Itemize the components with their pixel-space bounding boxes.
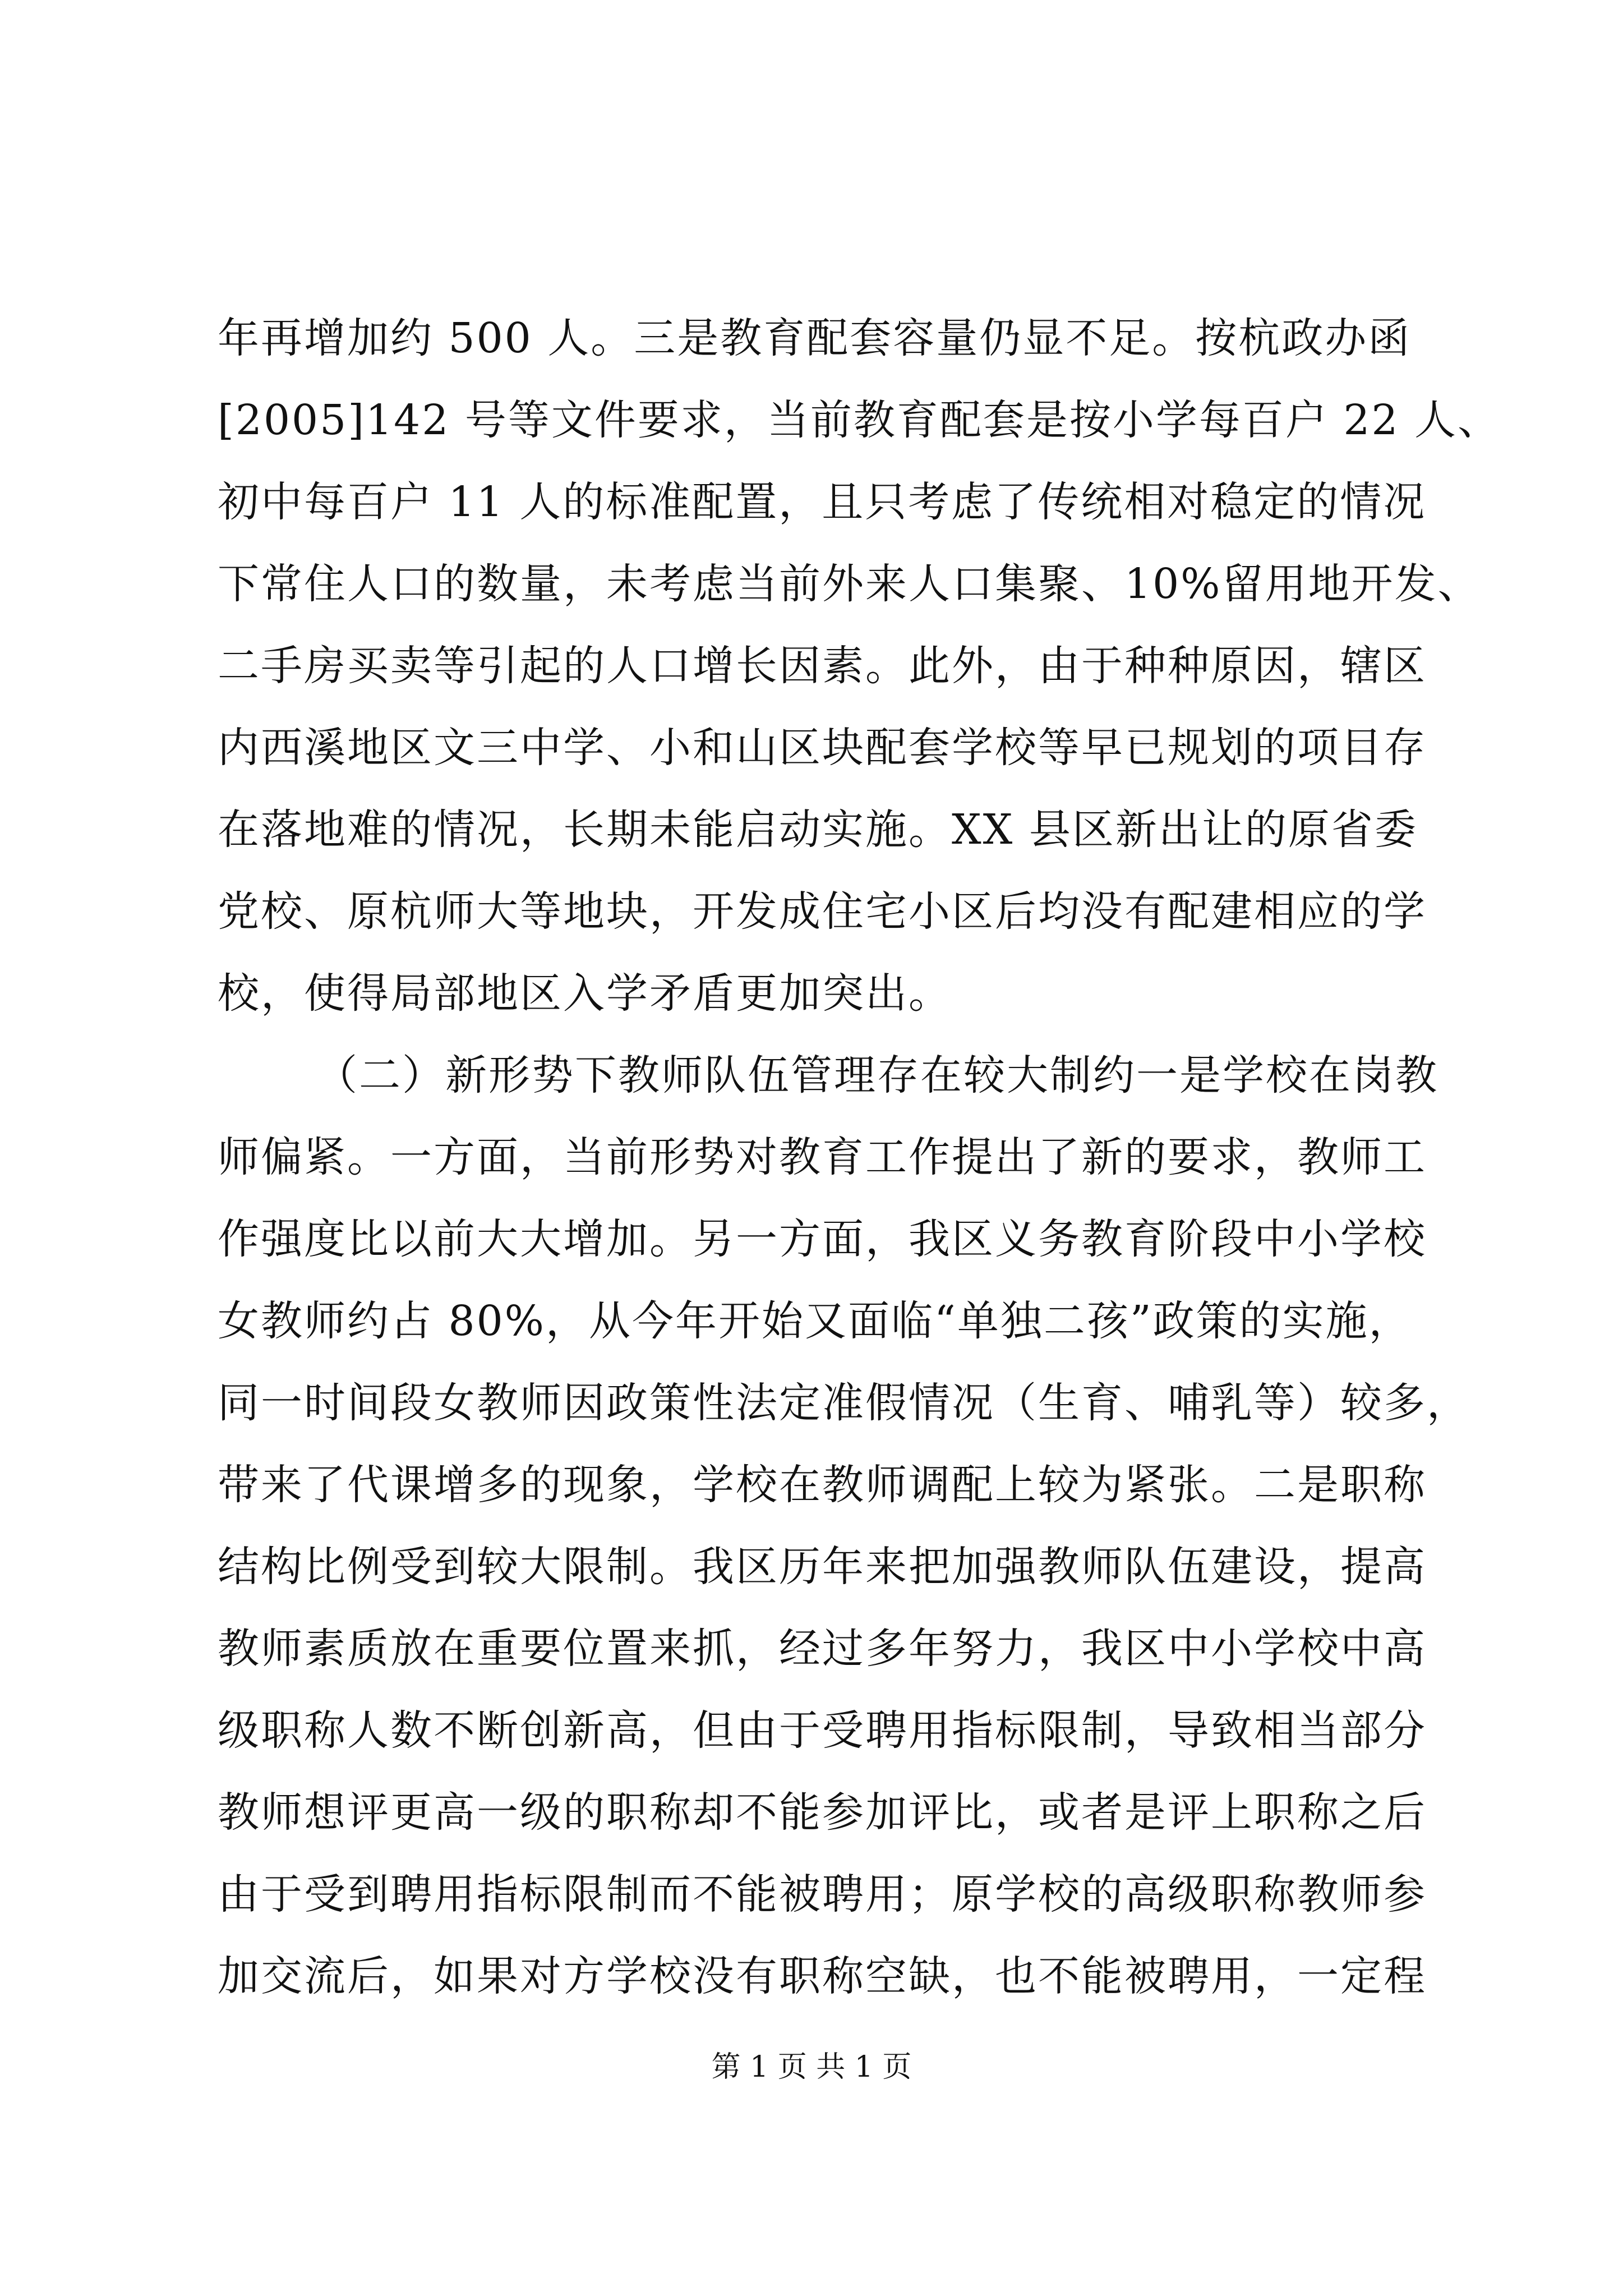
text-line: 校，使得局部地区入学矛盾更加突出。 <box>218 969 952 1018</box>
text-line: 女教师约占 80%，从今年开始又面临“单独二孩”政策的实施， <box>218 1297 1412 1345</box>
text-line: 教师想评更高一级的职称却不能参加评比，或者是评上职称之后 <box>218 1788 1427 1837</box>
text-line: 师偏紧。一方面，当前形势对教育工作提出了新的要求，教师工 <box>218 1133 1427 1181</box>
text-line: 二手房买卖等引起的人口增长因素。此外，由于种种原因，辖区 <box>218 642 1427 690</box>
text-line: 由于受到聘用指标限制而不能被聘用；原学校的高级职称教师参 <box>218 1870 1427 1918</box>
text-line: 同一时间段女教师因政策性法定准假情况（生育、哺乳等）较多， <box>218 1379 1470 1427</box>
body-text <box>218 297 1501 2017</box>
text-line: 年再增加约 500 人。三是教育配套容量仍显不足。按杭政办函 <box>218 314 1412 362</box>
text-line: 在落地难的情况，长期未能启动实施。XX 县区新出让的原省委 <box>218 806 1418 854</box>
text-line: 级职称人数不断创新高，但由于受聘用指标限制，导致相当部分 <box>218 1706 1427 1755</box>
text-line: 教师素质放在重要位置来抓，经过多年努力，我区中小学校中高 <box>218 1625 1427 1673</box>
page-number-footer: 第 1 页 共 1 页 <box>711 2050 912 2084</box>
text-line: 带来了代课增多的现象，学校在教师调配上较为紧张。二是职称 <box>218 1461 1427 1509</box>
section-heading-line: （二）新形势下教师队伍管理存在较大制约一是学校在岗教 <box>316 1051 1438 1099</box>
text-line: 作强度比以前大大增加。另一方面，我区义务教育阶段中小学校 <box>218 1215 1427 1263</box>
text-line: [2005]142 号等文件要求，当前教育配套是按小学每百户 22 人、 <box>218 396 1501 444</box>
text-line: 党校、原杭师大等地块，开发成住宅小区后均没有配建相应的学 <box>218 887 1427 936</box>
text-line: 下常住人口的数量，未考虑当前外来人口集聚、10%留用地开发、 <box>218 560 1481 608</box>
text-line: 内西溪地区文三中学、小和山区块配套学校等早已规划的项目存 <box>218 724 1427 772</box>
text-line: 结构比例受到较大限制。我区历年来把加强教师队伍建设，提高 <box>218 1543 1427 1591</box>
text-line: 加交流后，如果对方学校没有职称空缺，也不能被聘用，一定程 <box>218 1952 1427 2000</box>
text-line: 初中每百户 11 人的标准配置，且只考虑了传统相对稳定的情况 <box>218 478 1427 526</box>
